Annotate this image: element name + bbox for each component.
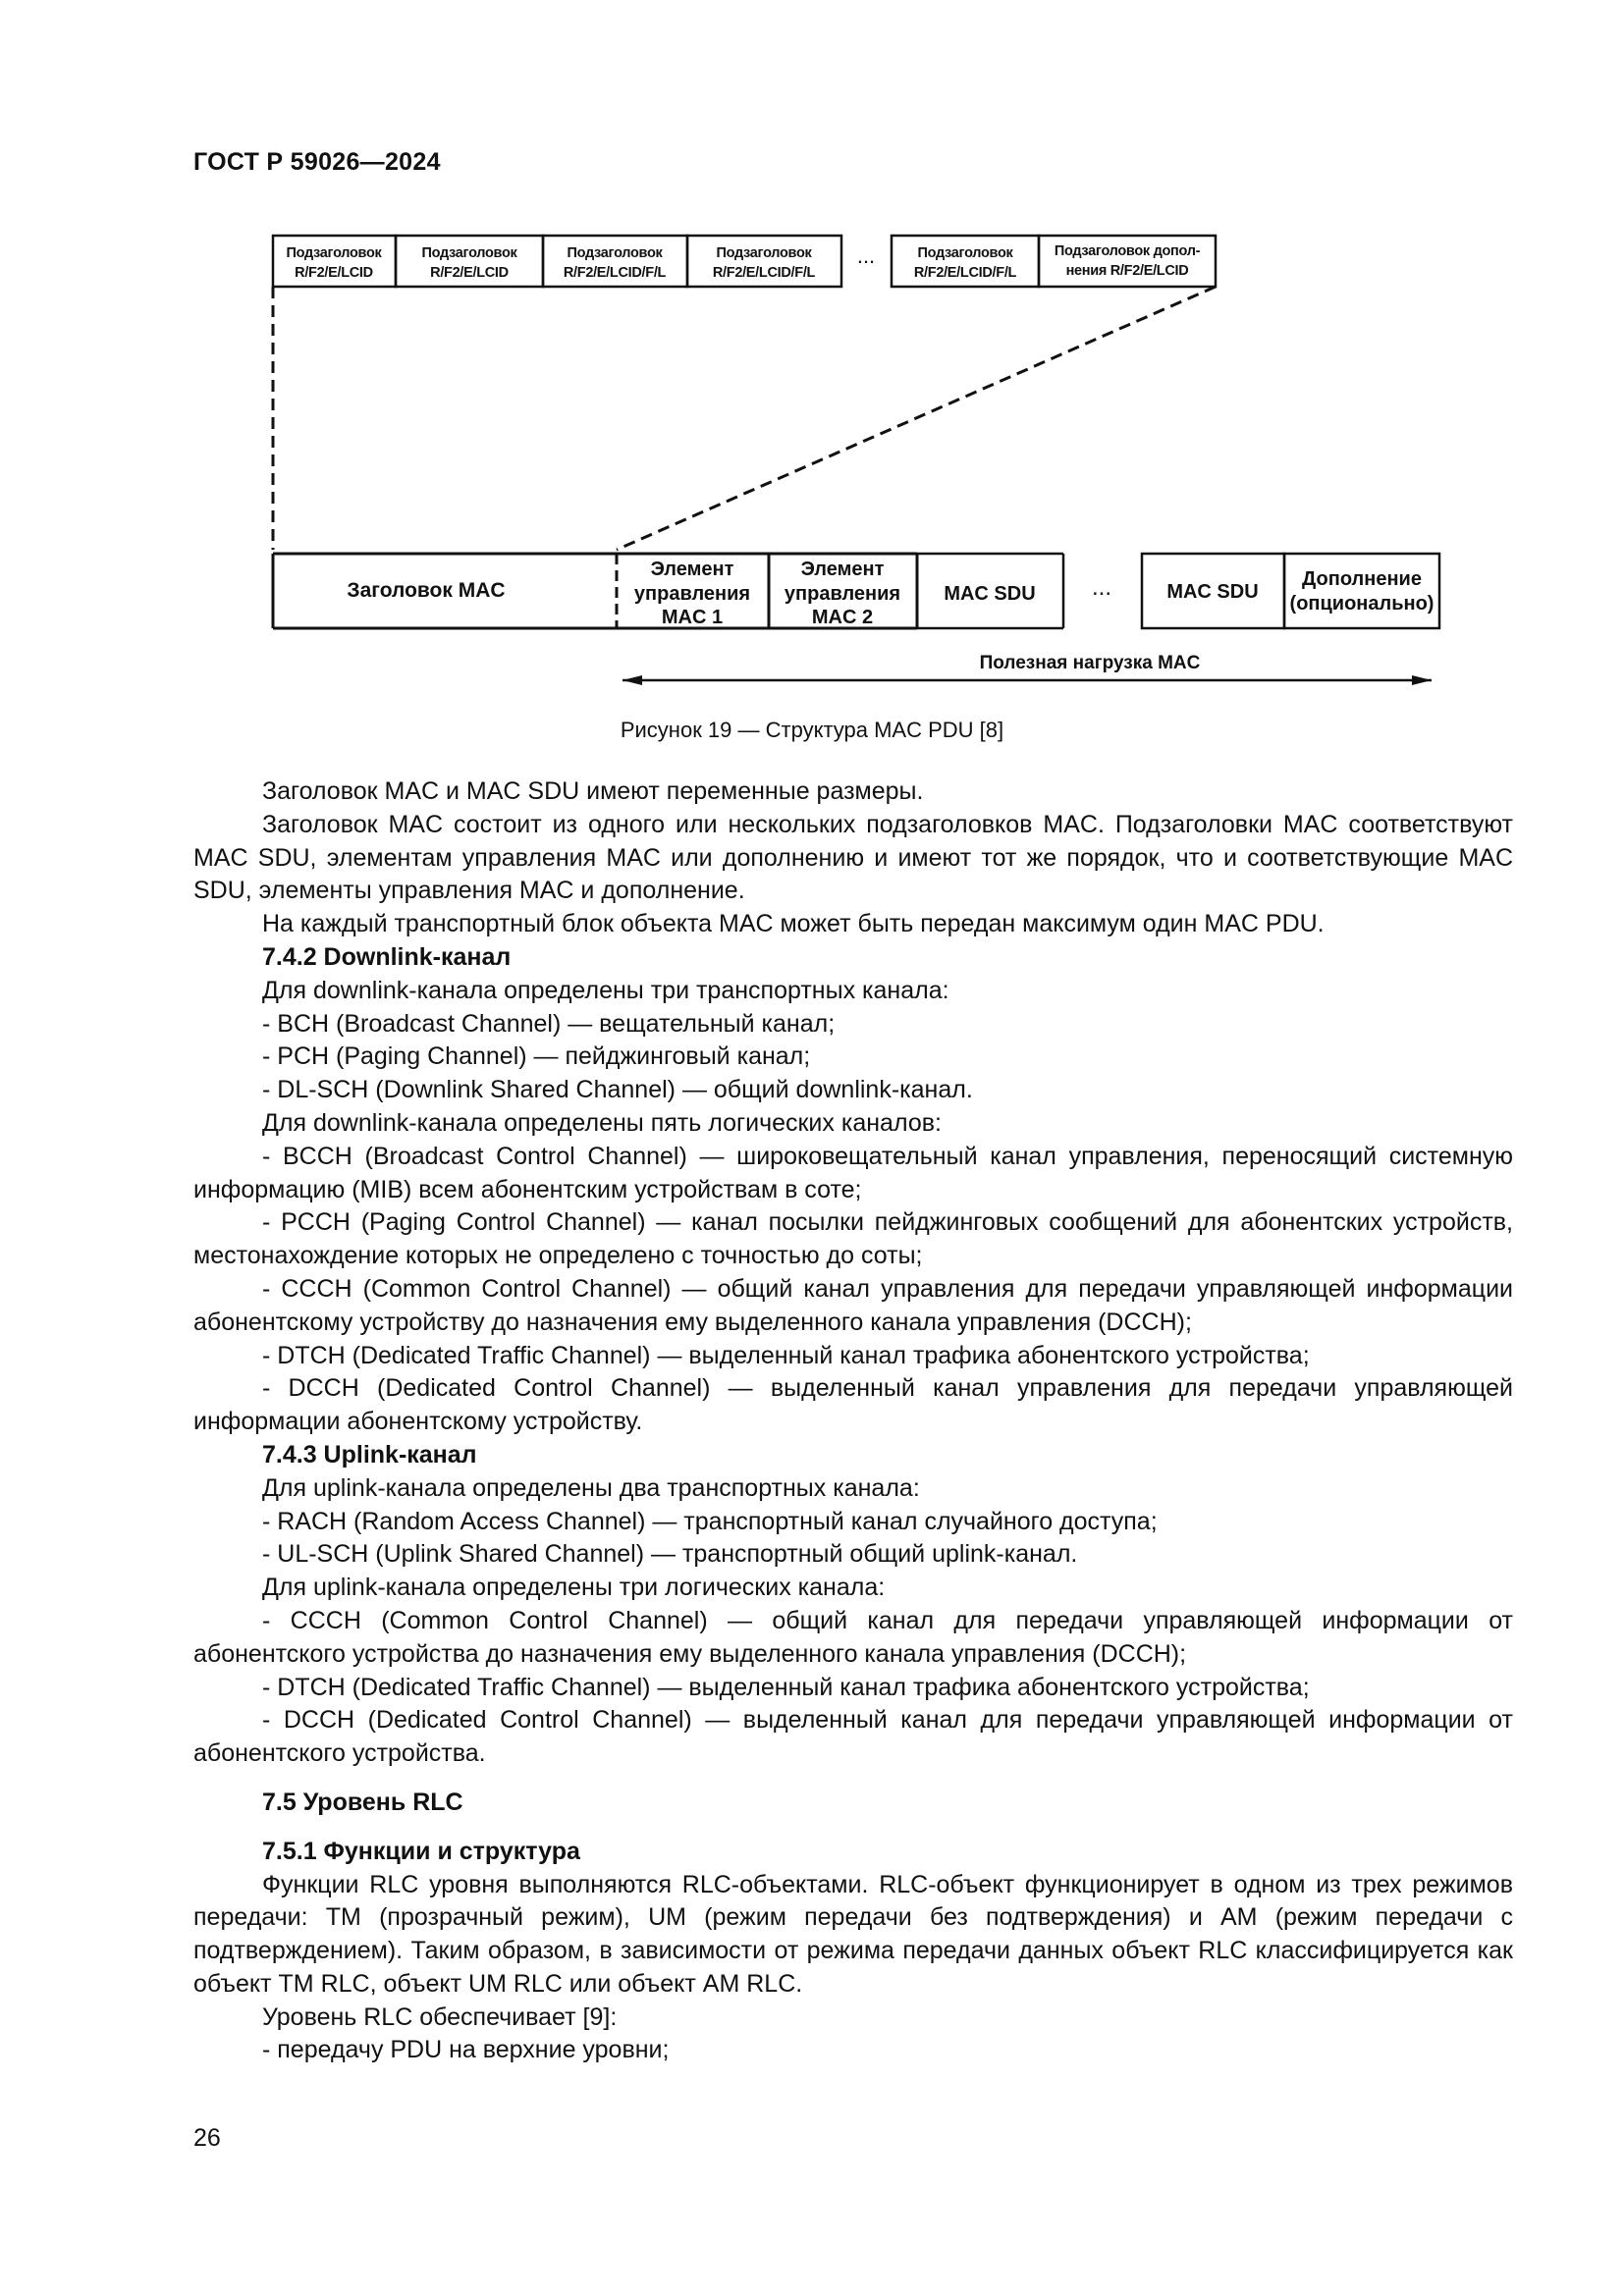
figure-caption: Рисунок 19 — Структура MAC PDU [8] <box>620 718 1004 742</box>
mac-pdu-diagram <box>0 0 1624 726</box>
section-heading-7-5-1: 7.5.1 Функции и структура <box>262 1837 580 1865</box>
list-item: - CCCH (Common Control Channel) — общий канал для передачи управляющей информации от абонентского устройства до назначения ему выделенного канала управления (DCCH); <box>193 1606 1513 1668</box>
list-item: - DTCH (Dedicated Traffic Channel) — выделенный канал трафика абонентского устройства; <box>262 1341 1310 1369</box>
list-item: - передачу PDU на верхние уровни; <box>262 2036 670 2064</box>
mac-header-label: Заголовок MAC <box>347 579 506 602</box>
paragraph: На каждый транспортный блок объекта MAC может быть передан максимум один MAC PDU. <box>262 910 1325 938</box>
ce2-line2: управления <box>784 583 901 605</box>
padding-line1: Дополнение <box>1302 568 1422 590</box>
diagonal-dash-line <box>617 287 1216 550</box>
paragraph: Для uplink-канала определены два транспортных канала: <box>262 1473 920 1502</box>
list-item: - BCH (Broadcast Channel) — вещательный канал; <box>262 1009 836 1038</box>
ce1-line1: Элемент <box>650 559 734 580</box>
subheader-1-line2: R/F2/E/LCID <box>295 265 373 281</box>
paragraph: Уровень RLC обеспечивает [9]: <box>262 2002 618 2031</box>
paragraph: Для downlink-канала определены три транспортных канала: <box>262 976 949 1004</box>
section-heading-7-4-2: 7.4.2 Downlink-канал <box>262 942 512 971</box>
list-item: - CCCH (Common Control Channel) — общий канал управления для передачи управляющей информации абонентскому устройству до назначения ему выделенного канала управления (DCCH); <box>193 1274 1513 1336</box>
subheader-5-line2: R/F2/E/LCID/F/L <box>913 265 1017 281</box>
section-heading-7-4-3: 7.4.3 Uplink-канал <box>262 1440 477 1468</box>
paragraph: Для downlink-канала определены пять логических каналов: <box>262 1108 942 1137</box>
ce2-line3: MAC 2 <box>811 607 874 628</box>
subheader-2-line2: R/F2/E/LCID <box>430 265 509 281</box>
document-header: ГОСТ Р 59026—2024 <box>193 148 441 176</box>
subheader-4-line1: Подзаголовок <box>716 245 812 261</box>
subheader-3-line1: Подзаголовок <box>567 245 663 261</box>
ce1-line3: MAC 1 <box>661 607 724 628</box>
page-number: 26 <box>193 2124 221 2152</box>
subheader-3-line2: R/F2/E/LCID/F/L <box>563 265 667 281</box>
paragraph: Функции RLC уровня выполняются RLC-объектами. RLC-объект функционирует в одном из трех режимов передачи: TM (прозрачный режим), UM (режим передачи без подтверждения) и AM (режим передачи с подтверждением). Таким образом, в зависимости от режима передачи данных объект RLC классифицируется как объект TM RLC, объект UM RLC или объект AM RLC. <box>193 1870 1513 1998</box>
list-item: - UL-SCH (Uplink Shared Channel) — транспортный общий uplink-канал. <box>262 1540 1078 1569</box>
mac-sdu-2: MAC SDU <box>1166 581 1259 603</box>
paragraph: Для uplink-канала определены три логических канала: <box>262 1574 886 1602</box>
ce1-line2: управления <box>633 583 751 605</box>
list-item: - DL-SCH (Downlink Shared Channel) — общий downlink-канал. <box>262 1076 973 1104</box>
padding-line2: (опционально) <box>1289 593 1435 614</box>
list-item: - PCCH (Paging Control Channel) — канал посылки пейджинговых сообщений для абонентских устройств, местонахождение которых не определено с точностью до соты; <box>193 1208 1513 1270</box>
body-text <box>193 775 1513 2067</box>
section-heading-7-5: 7.5 Уровень RLC <box>262 1788 463 1816</box>
list-item: - PCH (Paging Channel) — пейджинговый канал; <box>262 1042 811 1071</box>
payload-label: Полезная нагрузка MAC <box>979 653 1201 673</box>
list-item: - BCCH (Broadcast Control Channel) — широковещательный канал управления, переносящий системную информацию (MIB) всем абонентским устройствам в соте; <box>193 1142 1513 1203</box>
bottom-ellipsis: ... <box>1091 574 1112 601</box>
subheader-pad-line2: нения R/F2/E/LCID <box>1065 263 1189 279</box>
subheader-4-line2: R/F2/E/LCID/F/L <box>712 265 816 281</box>
subheader-pad-line1: Подзаголовок допол- <box>1054 243 1201 259</box>
mac-sdu-1: MAC SDU <box>944 583 1036 605</box>
subheader-1-line1: Подзаголовок <box>286 245 382 261</box>
subheader-5-line1: Подзаголовок <box>917 245 1013 261</box>
subheader-2-line1: Подзаголовок <box>421 245 517 261</box>
ce2-line1: Элемент <box>800 559 885 580</box>
list-item: - DTCH (Dedicated Traffic Channel) — выделенный канал трафика абонентского устройства; <box>262 1673 1310 1701</box>
list-item: - DCCH (Dedicated Control Channel) — выделенный канал для передачи управляющей информации от абонентского устройства. <box>193 1706 1513 1768</box>
list-item: - DCCH (Dedicated Control Channel) — выделенный канал управления для передачи управляющей информации абонентскому устройству. <box>193 1374 1513 1436</box>
paragraph: Заголовок MAC и MAC SDU имеют переменные размеры. <box>262 777 924 805</box>
paragraph: Заголовок MAC состоит из одного или нескольких подзаголовков MAC. Подзаголовки MAC соответствуют MAC SDU, элементам управления MAC или дополнению и имеют тот же порядок, что и соответствующие MAC SDU, элементы управления MAC и дополнение. <box>193 810 1513 905</box>
list-item: - RACH (Random Access Channel) — транспортный канал случайного доступа; <box>262 1507 1158 1535</box>
subheader-ellipsis: ... <box>856 243 876 268</box>
